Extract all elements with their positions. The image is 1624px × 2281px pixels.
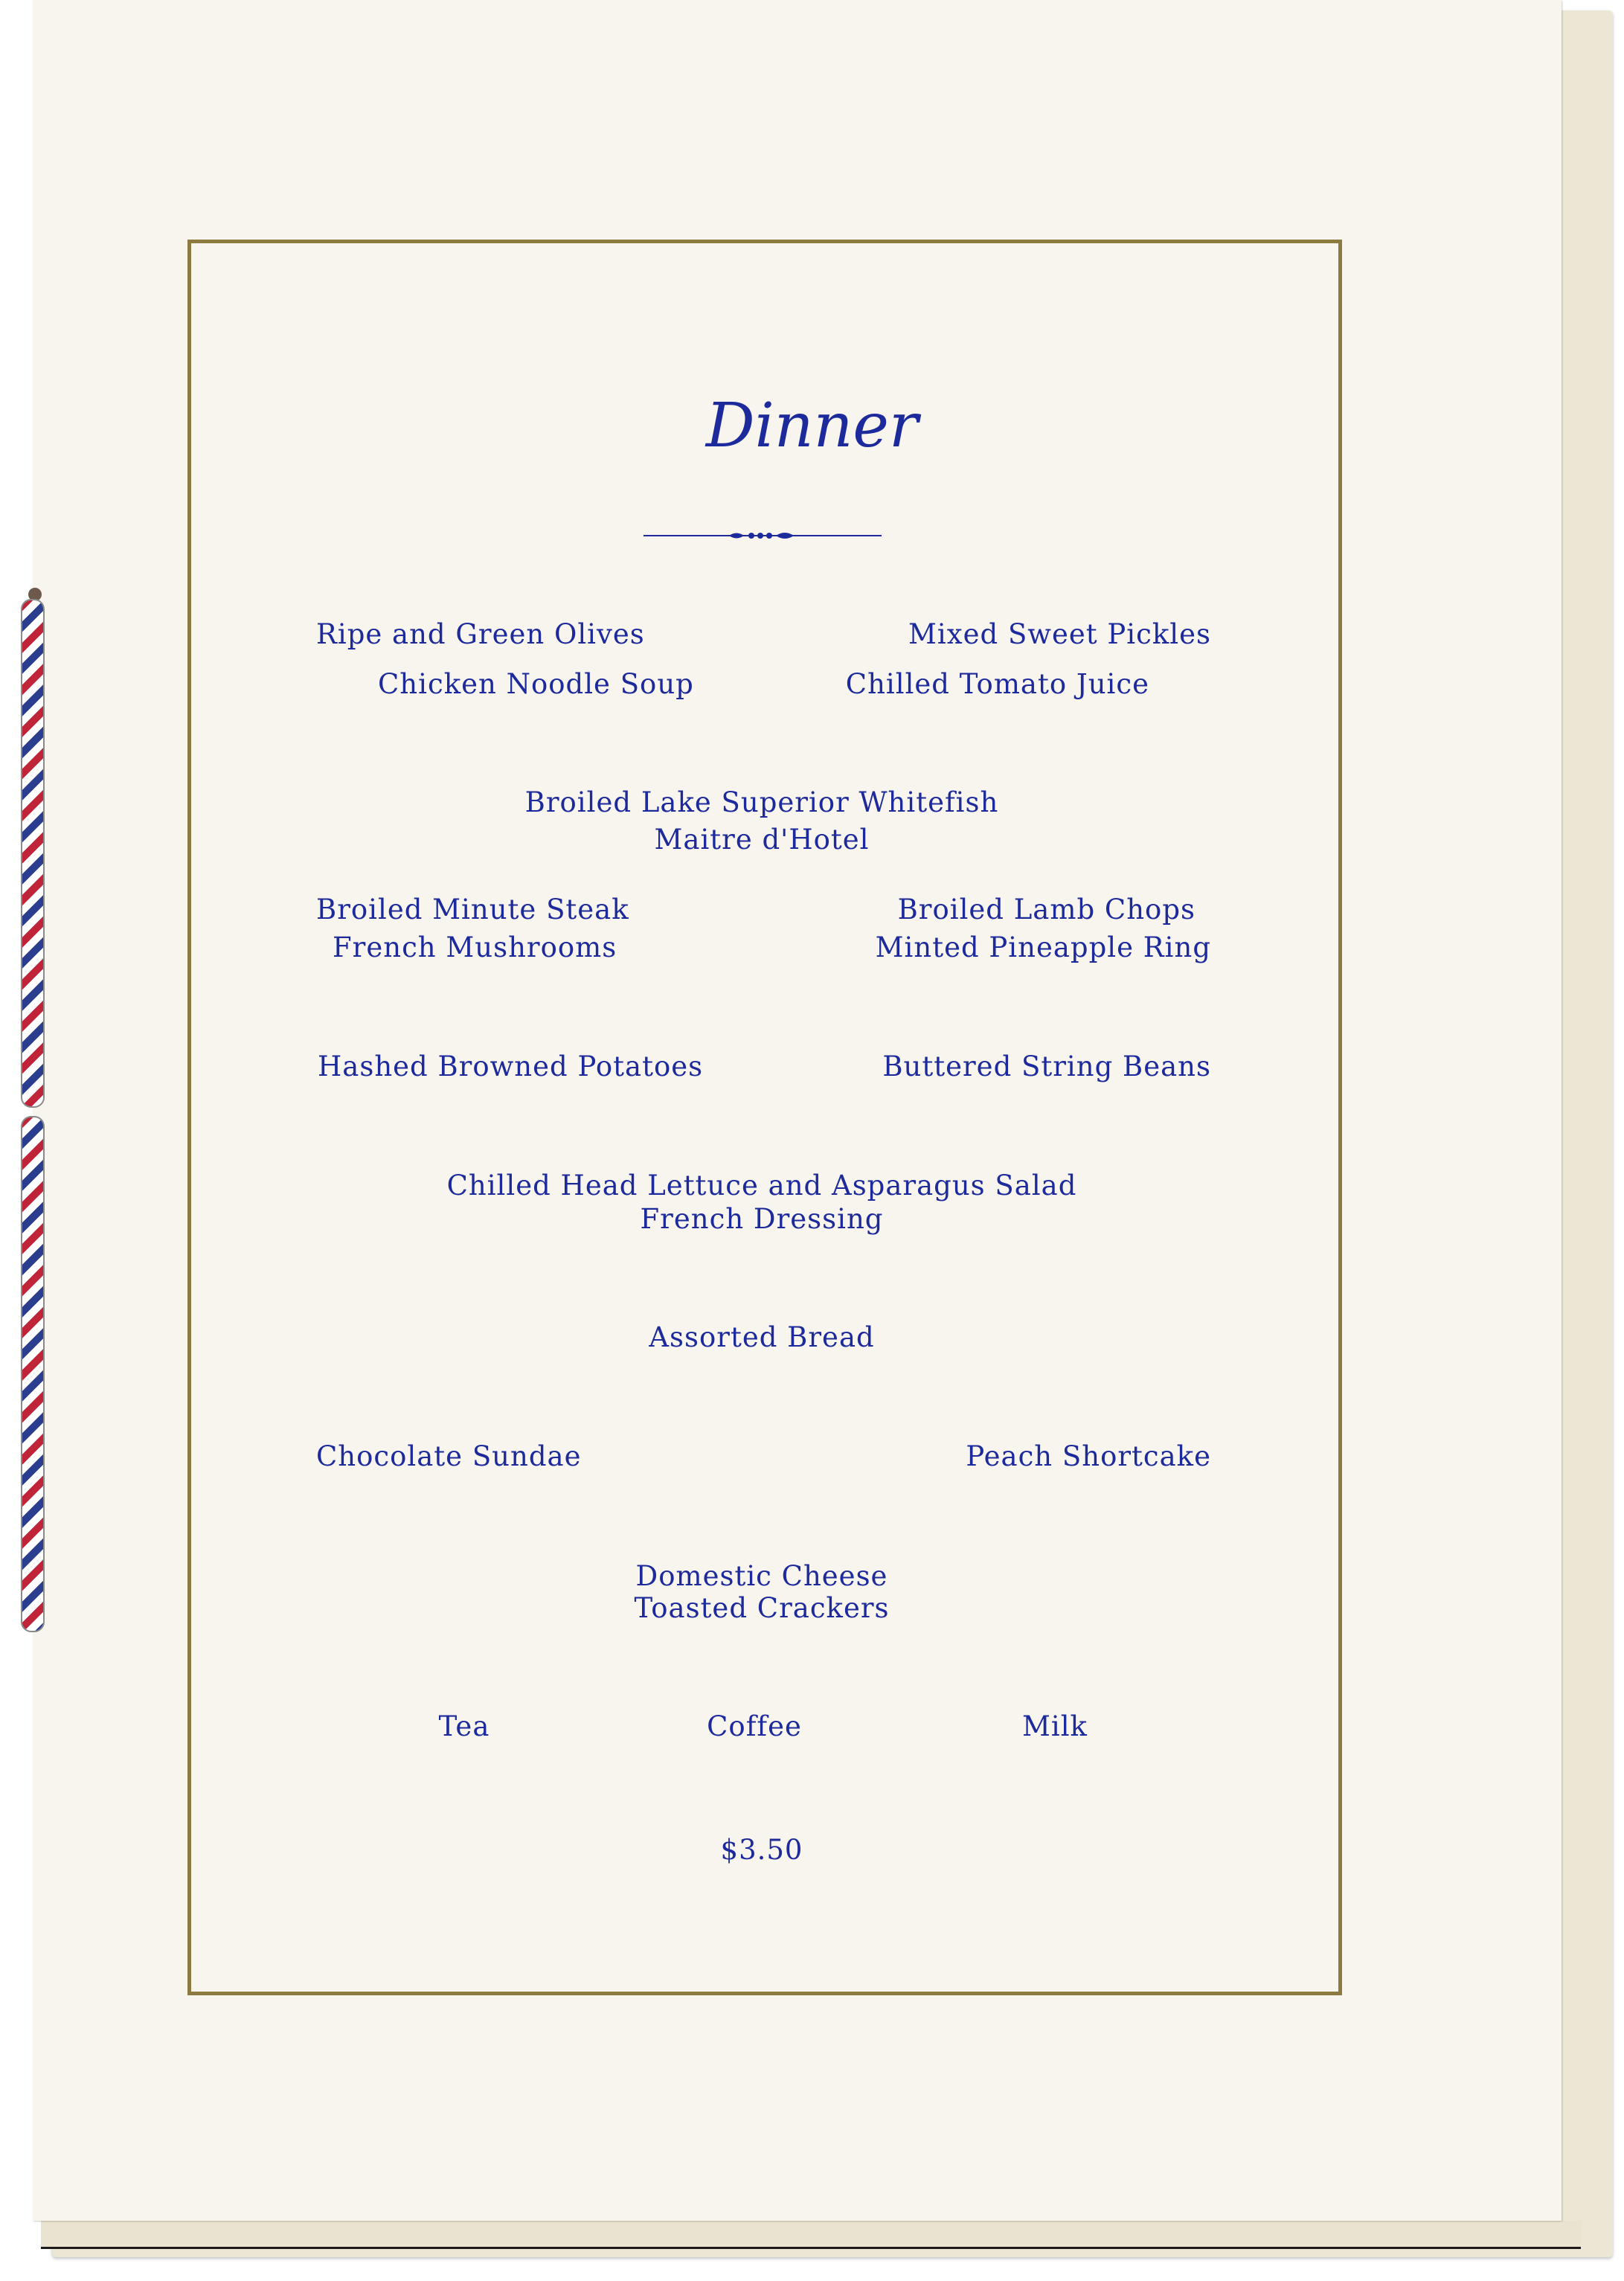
item-potatoes: Hashed Browned Potatoes — [318, 1050, 704, 1082]
item-tomato-juice: Chilled Tomato Juice — [845, 668, 1149, 700]
item-coffee: Coffee — [707, 1710, 802, 1742]
item-salad: Chilled Head Lettuce and Asparagus Salad — [446, 1170, 1077, 1202]
item-soup: Chicken Noodle Soup — [378, 668, 694, 700]
divider-ornament-icon — [643, 527, 882, 545]
item-whitefish-sauce: Maitre d'Hotel — [654, 824, 870, 856]
item-olives: Ripe and Green Olives — [316, 618, 645, 650]
item-bread: Assorted Bread — [649, 1321, 875, 1353]
item-sundae: Chocolate Sundae — [316, 1440, 582, 1472]
item-steak-side: French Mushrooms — [333, 931, 617, 963]
item-salad-dressing: French Dressing — [640, 1203, 884, 1235]
item-lamb-side: Minted Pineapple Ring — [875, 931, 1211, 963]
menu-title: Dinner — [705, 391, 919, 461]
item-shortcake: Peach Shortcake — [966, 1440, 1211, 1472]
binding-cord-upper — [21, 599, 45, 1108]
item-milk: Milk — [1022, 1710, 1088, 1742]
item-cheese: Domestic Cheese — [635, 1560, 888, 1592]
item-steak: Broiled Minute Steak — [316, 894, 629, 925]
item-tea: Tea — [438, 1710, 490, 1742]
item-string-beans: Buttered String Beans — [882, 1050, 1211, 1082]
menu-price: $3.50 — [720, 1834, 803, 1866]
cover-bottom-edge — [41, 2221, 1581, 2249]
binding-cord-lower — [21, 1116, 45, 1632]
item-pickles: Mixed Sweet Pickles — [908, 618, 1211, 650]
item-crackers: Toasted Crackers — [634, 1592, 890, 1624]
item-whitefish: Broiled Lake Superior Whitefish — [524, 786, 999, 818]
item-lamb-chops: Broiled Lamb Chops — [897, 894, 1195, 925]
